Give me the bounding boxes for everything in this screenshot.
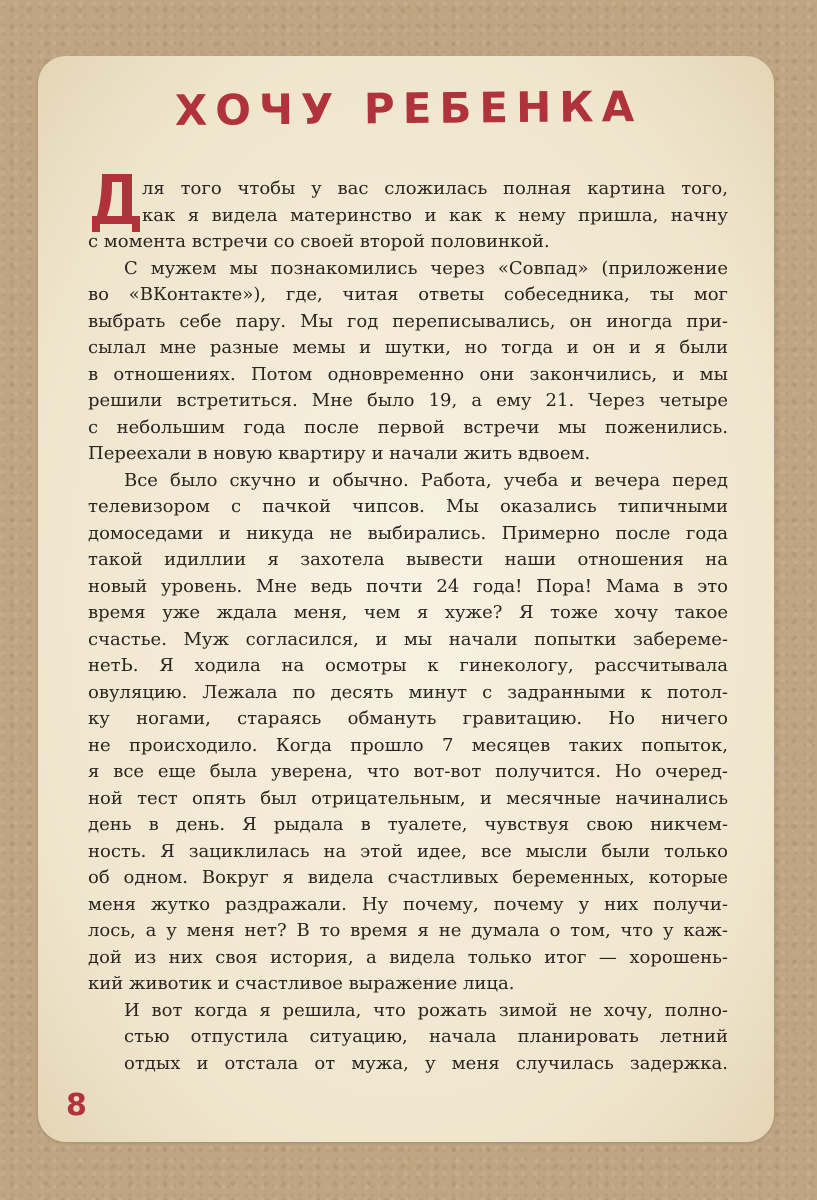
text-line: не происходило. Когда прошло 7 месяцев таких попыток, [88,734,728,756]
text-line: Все было скучно и обычно. Работа, учеба и вечера перед [124,469,728,491]
text-line: в отношениях. Потом одновременно они закончились, и мы [88,363,728,385]
text-line: время уже ждала меня, чем я хуже? Я тоже хочу такое [88,602,728,623]
body-text [88,176,728,1077]
text-line: стью отпустила ситуацию, начала планировать летний [124,1026,728,1047]
text-line: как я видела материнство и как к нему пришла, начну [142,204,728,226]
text-line: С мужем мы познакомились через «Совпад» (приложение [124,257,728,279]
text-line: выбрать себе пару. Мы год переписывались, он иногда при- [88,310,728,332]
text-line: Переехали в новую квартиру и начали жить вдвоем. [88,443,591,464]
text-line: ной тест опять был отрицательным, и месячные начинались [88,787,728,809]
text-line: нетЬ. Я ходила на осмотры к гинекологу, рассчитывала [88,655,728,676]
text-line: с момента встречи со своей второй половинкой. [88,231,550,252]
text-line: такой идиллии я захотела вывести наши отношения на [88,549,728,570]
text-line: овуляцию. Лежала по десять минут с задранными к потол- [88,681,728,703]
text-line: решили встретиться. Мне было 19, а ему 21. Через четыре [88,390,728,411]
text-line: И вот когда я решила, что рожать зимой не хочу, полно- [124,999,728,1021]
text-line: меня жутко раздражали. Ну почему, почему у них получи- [88,893,728,915]
text-line: счастье. Муж согласился, и мы начали попытки забереме- [88,628,728,650]
text-line: кий животик и счастливое выражение лица. [88,973,515,994]
text-line: об одном. Вокруг я видела счастливых беременных, которые [88,867,728,888]
text-line: лось, а у меня нет? В то время я не думала о том, что у каж- [88,920,728,941]
text-line: телевизором с пачкой чипсов. Мы оказались типичными [88,496,728,517]
text-line: день в день. Я рыдала в туалете, чувствуя свою никчем- [88,814,728,835]
text-line: сылал мне разные мемы и шутки, но тогда и он и я были [88,337,728,358]
text-line: отдых и отстала от мужа, у меня случилась задержка. [124,1052,728,1074]
text-line: новый уровень. Мне ведь почти 24 года! Пора! Мама в это [88,575,728,597]
text-line: я все еще была уверена, что вот-вот получится. Но очеред- [88,761,728,782]
text-line: с небольшим года после первой встречи мы поженились. [88,416,728,438]
text-line: домоседами и никуда не выбирались. Примерно после года [88,522,728,544]
chapter-title: ХОЧУ РЕБЕНКА [174,81,643,136]
text-line: ность. Я зациклилась на этой идее, все мысли были только [88,840,728,862]
text-line: ля того чтобы у вас сложилась полная картина того, [142,178,728,199]
text-line: ку ногами, стараясь обмануть гравитацию. Но ничего [88,708,728,729]
text-line: дой из них своя история, а видела только итог — хорошень- [88,946,728,968]
text-line: во «ВКонтакте»), где, читая ответы собеседника, ты мог [88,284,728,305]
page-number: 8 [66,1088,87,1123]
